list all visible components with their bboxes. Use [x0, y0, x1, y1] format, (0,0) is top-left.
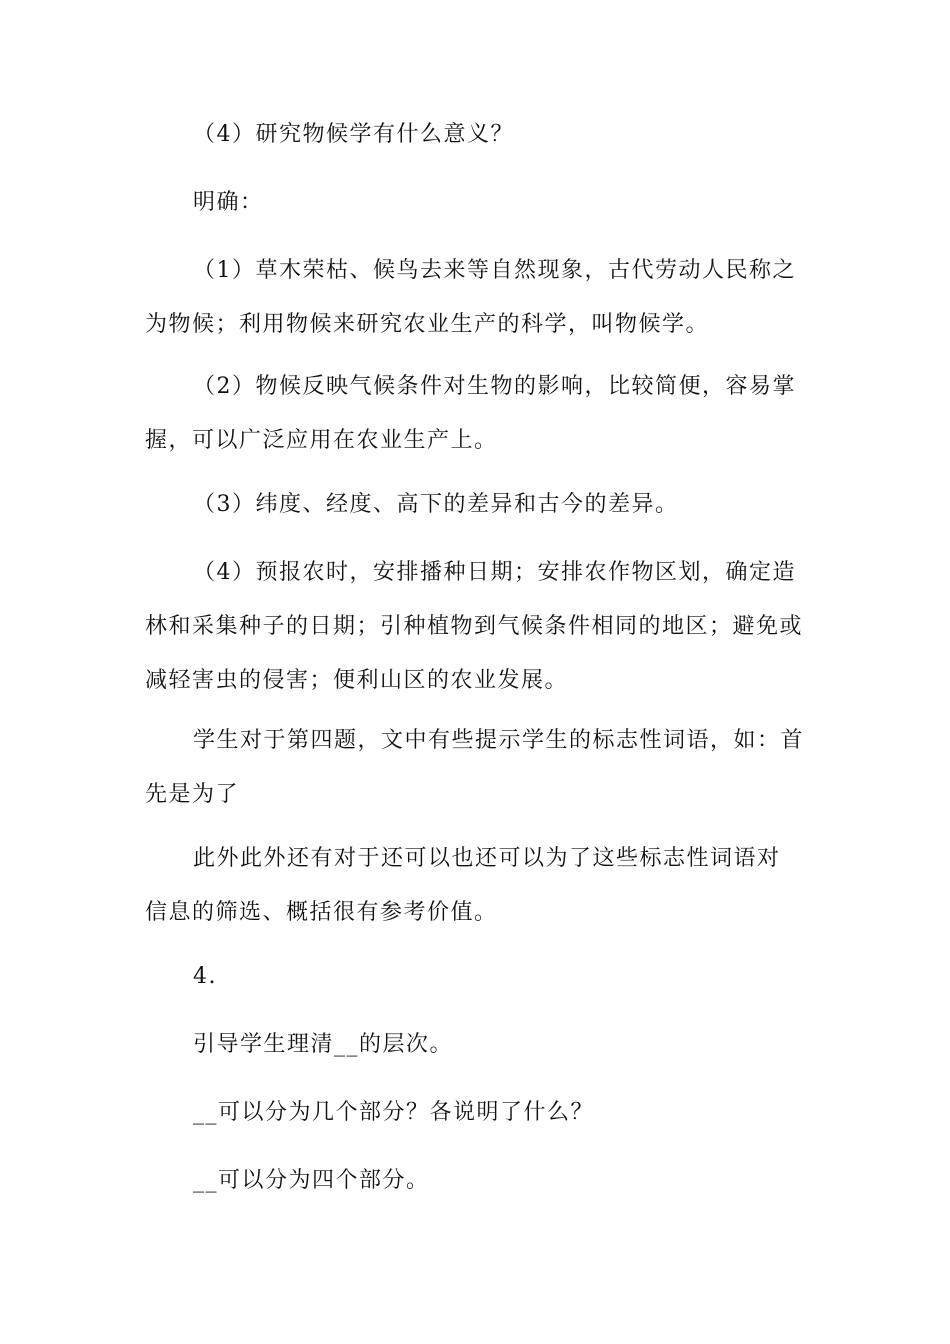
- text-line: 先是为了: [145, 782, 240, 807]
- paragraph-student-note: [145, 714, 815, 822]
- paragraph-parts-question: [145, 1086, 815, 1140]
- paragraph-guide: [145, 1018, 815, 1072]
- text-line: 引导学生理清__的层次。: [193, 1032, 454, 1057]
- paragraph-question-4: [145, 108, 815, 162]
- text-line: __可以分为四个部分。: [193, 1168, 430, 1193]
- paragraph-answer-2: [145, 360, 815, 468]
- text-line: （2）物候反映气候条件对生物的影响，比较简便，容易掌: [193, 374, 796, 399]
- text-line: __可以分为几个部分？各说明了什么？: [193, 1100, 595, 1125]
- paragraph-answer-4: [145, 546, 815, 708]
- text-line: （1）草木荣枯、候鸟去来等自然现象，古代劳动人民称之: [193, 258, 796, 283]
- paragraph-marker-words: [145, 832, 815, 940]
- text-line: 林和采集种子的日期；引种植物到气候条件相同的地区；避免或: [145, 614, 804, 639]
- text-line: 信息的筛选、概括很有参考价值。: [145, 900, 498, 925]
- paragraph-parts-answer: [145, 1154, 815, 1208]
- text-line: （3）纬度、经度、高下的差异和古今的差异。: [193, 492, 679, 517]
- text-line: （4）研究物候学有什么意义？: [193, 122, 514, 147]
- text-line: 此外此外还有对于还可以也还可以为了这些标志性词语对: [193, 846, 781, 871]
- text-line: 学生对于第四题，文中有些提示学生的标志性词语，如：首: [193, 728, 805, 753]
- text-line: 4.: [193, 964, 217, 989]
- text-line: （4）预报农时，安排播种日期；安排农作物区划，确定造: [193, 560, 796, 585]
- text-line: 减轻害虫的侵害；便利山区的农业发展。: [145, 668, 569, 693]
- paragraph-answer-3: [145, 478, 815, 532]
- paragraph-answer-1: [145, 244, 815, 352]
- paragraph-answer-heading: [145, 176, 815, 230]
- section-number: [145, 950, 815, 1004]
- text-line: 握，可以广泛应用在农业生产上。: [145, 428, 498, 453]
- text-line: 为物候；利用物候来研究农业生产的科学，叫物候学。: [145, 312, 710, 337]
- text-line: 明确：: [193, 190, 264, 215]
